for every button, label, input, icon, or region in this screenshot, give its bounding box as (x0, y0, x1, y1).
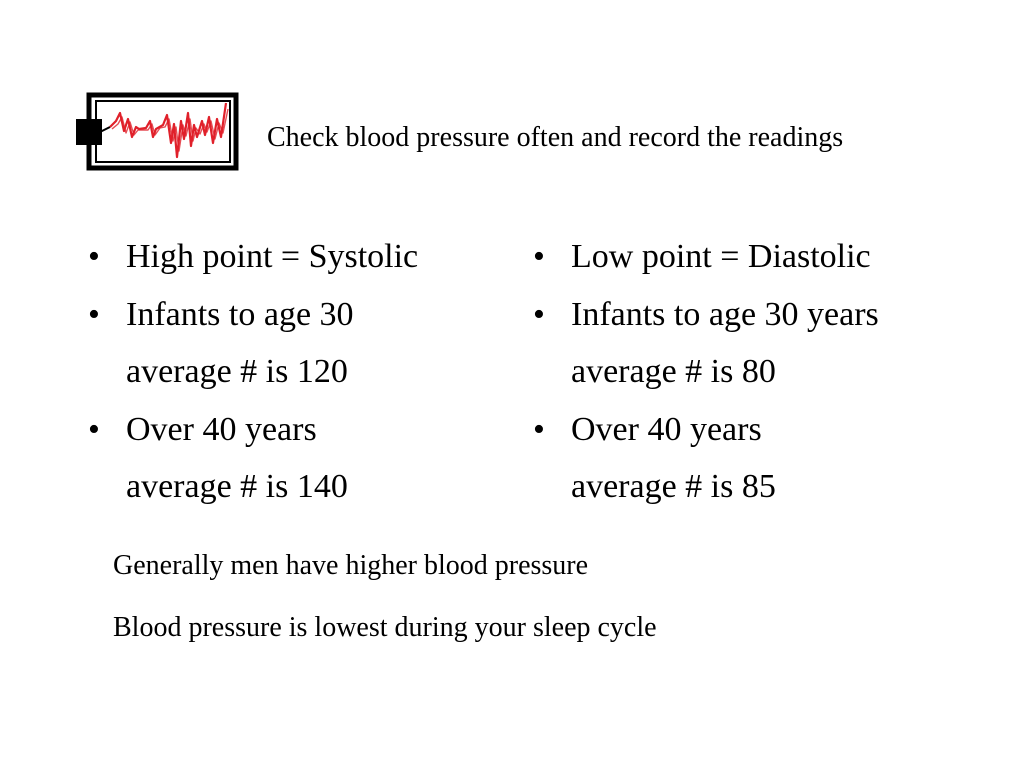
page-title: Check blood pressure often and record the readings (267, 122, 844, 153)
diastolic-list (533, 228, 993, 516)
bullet-icon: • (88, 410, 100, 448)
bullet-icon: • (88, 238, 100, 275)
list-item (533, 286, 993, 401)
list-item (533, 401, 993, 516)
list-item-text: average # is 140 (126, 468, 348, 505)
list-item-text: Low point = Diastolic (571, 238, 871, 275)
note-sleep-cycle: Blood pressure is lowest during your sleep cycle (113, 612, 657, 643)
list-item-text: average # is 120 (126, 353, 348, 390)
bullet-icon: • (533, 238, 545, 275)
list-item-text: average # is 80 (571, 353, 776, 390)
list-item-text: Over 40 years (571, 410, 762, 448)
list-item (88, 228, 508, 286)
list-item (88, 286, 508, 401)
bullet-icon: • (533, 295, 545, 333)
blood-pressure-monitor-icon (76, 91, 240, 173)
monitor-connector (76, 119, 102, 145)
list-item (533, 228, 993, 286)
bullet-icon: • (533, 410, 545, 448)
note-men-higher-pressure: Generally men have higher blood pressure (113, 550, 589, 581)
list-item (88, 401, 508, 516)
bullet-icon: • (88, 295, 100, 333)
list-item-text: Infants to age 30 years (571, 295, 879, 333)
systolic-list (88, 228, 508, 516)
list-item-text: Infants to age 30 (126, 295, 354, 333)
list-item-text: Over 40 years (126, 410, 317, 448)
list-item-text: average # is 85 (571, 468, 776, 505)
list-item-text: High point = Systolic (126, 238, 419, 275)
